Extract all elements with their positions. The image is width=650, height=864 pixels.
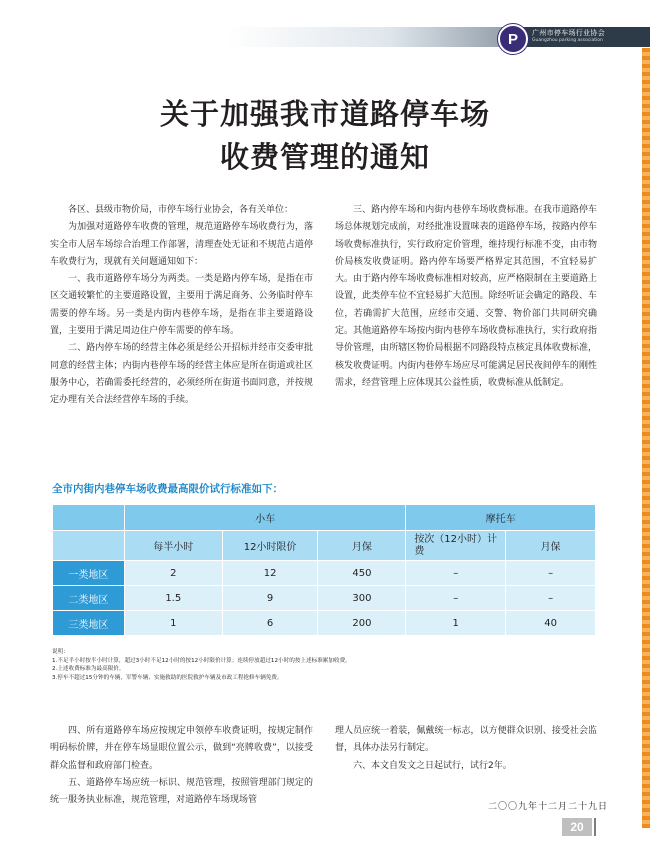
cell-moto-monthly: 40 — [506, 611, 596, 636]
cell-monthly: 200 — [318, 611, 406, 636]
table-corner-cell-2 — [53, 531, 125, 561]
clause-3-paragraph: 三、路内停车场和内街内巷停车场收费标准。在我市道路停车场总体规划完成前，对经批准设置咪表的道路停车场，按路内停车场收费标准执行，实行政府定价管理，维持现行标准不变，由市物价局核发收费证明。路内停车场要严格界定其范围，不宜轻易扩大。由于路内停车场收费标准相对较高，应严格限制在主要道路上设置，此类停车位不宜轻易扩大范围。除经听证会确定的路段、车位，若确需扩大范围，应经市交通、交警、物价部门共同研究确定。其他道路停车场按内街内巷停车场收费标准执行，实行政府指导价管理，由所辖区物价局根据不同路段特点核定具体收费标准，核发收费证明。内街内巷停车场应尽可能满足居民夜间停车的刚性需求，经营管理上应体现其公益性质，收费标准从低制定。 — [335, 205, 597, 388]
bottom-right-column — [335, 723, 597, 775]
page-title-line1: 关于加强我市道路停车场 — [159, 97, 490, 131]
header-moto-monthly: 月保 — [506, 531, 596, 561]
header-small-car: 小车 — [124, 505, 405, 531]
issue-date: 二〇〇九年十二月二十九日 — [488, 802, 609, 812]
cell-monthly: 300 — [318, 586, 406, 611]
table-caption: 全市内街内巷停车场收费最高限价试行标准如下： — [52, 483, 283, 495]
header-motorcycle: 摩托车 — [406, 505, 596, 531]
body-left-column — [50, 202, 313, 410]
parking-logo-icon: P — [498, 24, 528, 54]
clause-5-continued: 理人员应统一着装，佩戴统一标志，以方便群众识别、接受社会监督，具体办法另行制定。 — [335, 726, 597, 754]
notes-heading: 说明： — [52, 649, 69, 655]
row-area-label: 二类地区 — [53, 586, 125, 611]
body-right-column — [335, 202, 597, 392]
note-item: 3.停车不超过15分钟的车辆，军警车辆、实施救助的医院救护车辆及市政工程抢修车辆免费。 — [52, 675, 283, 682]
row-area-label: 一类地区 — [53, 561, 125, 586]
cell-12h-cap: 6 — [222, 611, 318, 636]
clause-1-paragraph: 一、我市道路停车场分为两类。一类是路内停车场，是指在市区交通较繁忙的主要道路设置，主要用于满足商务、公务临时停车需要的停车场。另一类是内街内巷停车场，是指在非主要道路设置，主要用于满足周边住户停车需要的停车场。 — [50, 274, 313, 337]
clause-2-paragraph: 二、路内停车场的经营主体必须是经公开招标并经市交委审批同意的经营主体；内街内巷停车场的经营主体应是所在街道或社区服务中心，若确需委托经营的，必须经所在街道书面同意，并按规定办理有关合法经营停车场的手续。 — [50, 343, 313, 406]
cell-per-time: 1 — [406, 611, 506, 636]
table-corner-cell — [53, 505, 125, 531]
clause-6-paragraph: 六、本文自发文之日起试行，试行2年。 — [353, 760, 512, 771]
header-per-time: 按次（12小时）计费 — [406, 531, 506, 561]
table-notes — [52, 648, 351, 683]
bottom-left-column — [50, 723, 313, 809]
cell-12h-cap: 12 — [222, 561, 318, 586]
table-row — [53, 586, 596, 611]
cell-12h-cap: 9 — [222, 586, 318, 611]
page-number-mark — [594, 818, 596, 836]
association-name-en: Guangzhou parking association — [532, 38, 603, 43]
header-12h-cap: 12小时限价 — [222, 531, 318, 561]
note-item: 2.上述收费标准为最高限价。 — [52, 666, 125, 673]
clause-4-paragraph: 四、所有道路停车场应按规定申领停车收费证明，按规定制作明码标价牌，并在停车场显眼位置公示，做到“亮牌收费”，以接受群众监督和政府部门检查。 — [50, 726, 313, 771]
note-item: 1.不足半小时按半小时计算，超过3小时不足12小时的按12小时限价计算；连续停放超过12小时的按上述标准累加收费。 — [52, 657, 351, 664]
clause-5-paragraph: 五、道路停车场应统一标识、规范管理，按照管理部门规定的统一服务执业标准，规范管理，对道路停车场现场管 — [50, 777, 313, 806]
table-row — [53, 611, 596, 636]
cell-moto-monthly: – — [506, 586, 596, 611]
cell-half-hour: 1.5 — [124, 586, 222, 611]
cell-half-hour: 1 — [124, 611, 222, 636]
header-half-hour: 每半小时 — [124, 531, 222, 561]
row-area-label: 三类地区 — [53, 611, 125, 636]
cell-per-time: – — [406, 586, 506, 611]
cell-per-time: – — [406, 561, 506, 586]
salutation-paragraph: 各区、县级市物价局，市停车场行业协会，各有关单位： — [68, 205, 294, 215]
intro-paragraph: 为加强对道路停车收费的管理，规范道路停车场收费行为，落实全市人居车场综合治理工作部署，清理查处无证和不规范占道停车收费行为，现就有关问题通知如下： — [50, 222, 313, 267]
cell-moto-monthly: – — [506, 561, 596, 586]
page-number: 20 — [562, 818, 592, 836]
table-row — [53, 561, 596, 586]
cell-monthly: 450 — [318, 561, 406, 586]
association-name-cn: 广州市停车场行业协会 — [532, 29, 605, 37]
cell-half-hour: 2 — [124, 561, 222, 586]
page-title-line2: 收费管理的通知 — [219, 140, 430, 174]
fee-standard-table — [52, 504, 596, 636]
header-monthly: 月保 — [318, 531, 406, 561]
